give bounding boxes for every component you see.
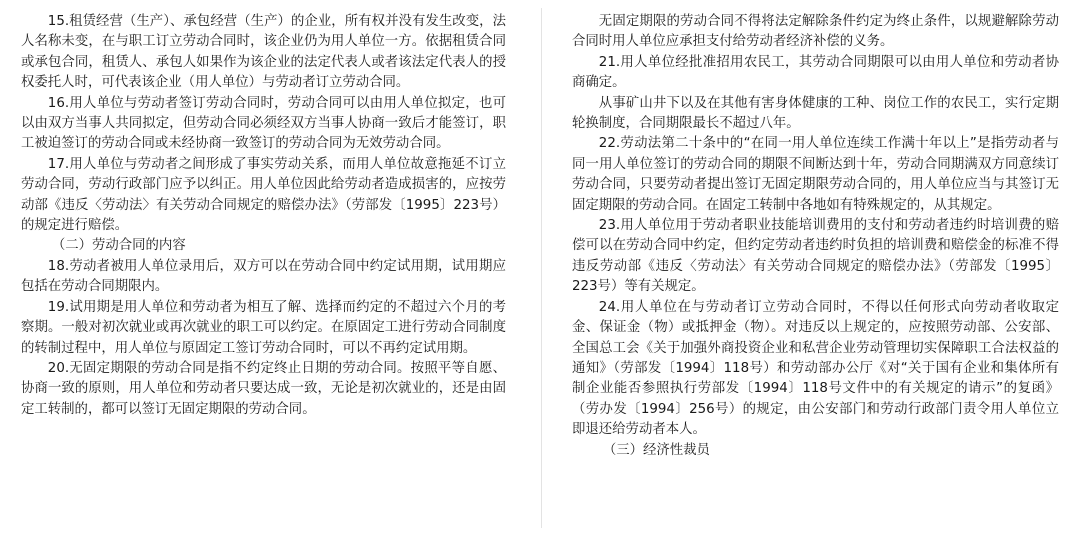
paragraph-15: 15.租赁经营（生产）、承包经营（生产）的企业，所有权并没有发生改变，法人名称未变，在与职工订立劳动合同时，该企业仍为用人单位一方。依据租赁合同或承包合同，租赁人、承包人如果作为该企业的法定代表人或者该法定代表人的授权委托人时，可代表该企业（用人单位）与劳动者订立劳动合同。 (21, 14, 506, 91)
paragraph-17: 17.用人单位与劳动者之间形成了事实劳动关系，而用人单位故意拖延不订立劳动合同，劳动行政部门应予以纠正。用人单位因此给劳动者造成损害的，应按劳动部《违反〈劳动法〉有关劳动合同规定的赔偿办法》（劳部发〔1995〕223号）的规定进行赔偿。 (21, 156, 506, 234)
paragraph-16: 16.用人单位与劳动者签订劳动合同时，劳动合同可以由用人单位拟定，也可以由双方当事人共同拟定，但劳动合同必须经双方当事人协商一致后才能签订，职工被迫签订的劳动合同或未经协商一致签订的劳动合同为无效劳动合同。 (21, 95, 506, 152)
paragraph-21: 21.用人单位经批准招用农民工，其劳动合同期限可以由用人单位和劳动者协商确定。 (572, 54, 1059, 91)
paragraph-19: 19.试用期是用人单位和劳动者为相互了解、选择而约定的不超过六个月的考察期。一般对初次就业或再次就业的职工可以约定。在原固定工进行劳动合同制度的转制过程中，用人单位与原固定工签订劳动合同时，可以不再约定试用期。 (21, 299, 506, 356)
column-divider (541, 8, 542, 528)
paragraph-23: 23.用人单位用于劳动者职业技能培训费用的支付和劳动者违约时培训费的赔偿可以在劳动合同中约定，但约定劳动者违约时负担的培训费和赔偿金的标准不得违反劳动部《违反〈劳动法〉有关劳动合同规定的赔偿办法》（劳部发〔1995〕223号）等有关规定。 (572, 218, 1059, 295)
paragraph-20: 20.无固定期限的劳动合同是指不约定终止日期的劳动合同。按照平等自愿、协商一致的原则，用人单位和劳动者只要达成一致，无论是初次就业的，还是由固定工转制的，都可以签订无固定期限的劳动合同。 (21, 360, 506, 417)
paragraph-22: 22.劳动法第二十条中的“在同一用人单位连续工作满十年以上”是指劳动者与同一用人单位签订的劳动合同的期限不间断达到十年，劳动合同期满双方同意续订劳动合同，只要劳动者提出签订无固定期限劳动合同的，用人单位应当与其签订无固定期限的劳动合同。在固定工转制中各地如有特殊规定的，从其规定。 (572, 136, 1059, 213)
paragraph-21-continued: 从事矿山井下以及在其他有害身体健康的工种、岗位工作的农民工，实行定期轮换制度，合同期限最长不超过八年。 (572, 95, 1059, 132)
section-heading-contract-content: （二）劳动合同的内容 (51, 238, 186, 254)
right-column (572, 12, 1059, 461)
paragraph-24: 24.用人单位在与劳动者订立劳动合同时，不得以任何形式向劳动者收取定金、保证金（物）或抵押金（物）。对违反以上规定的，应按照劳动部、公安部、全国总工会《关于加强外商投资企业和私营企业劳动管理切实保障职工合法权益的通知》（劳部发〔1994〕118号）和劳动部办公厅《对“关于国有企业和集体所有制企业能否参照执行劳部发〔1994〕118号文件中的有关规定的请示”的复函》（劳办发〔1994〕256号）的规定，由公安部门和劳动行政部门责令用人单位立即退还给劳动者本人。 (572, 299, 1059, 438)
paragraph-18: 18.劳动者被用人单位录用后，双方可以在劳动合同中约定试用期，试用期应包括在劳动合同期限内。 (21, 258, 506, 295)
paragraph-20-continued: 无固定期限的劳动合同不得将法定解除条件约定为终止条件，以规避解除劳动合同时用人单位应承担支付给劳动者经济补偿的义务。 (572, 14, 1059, 50)
left-column (21, 12, 506, 420)
section-heading-economic-layoffs: （三）经济性裁员 (602, 442, 710, 458)
